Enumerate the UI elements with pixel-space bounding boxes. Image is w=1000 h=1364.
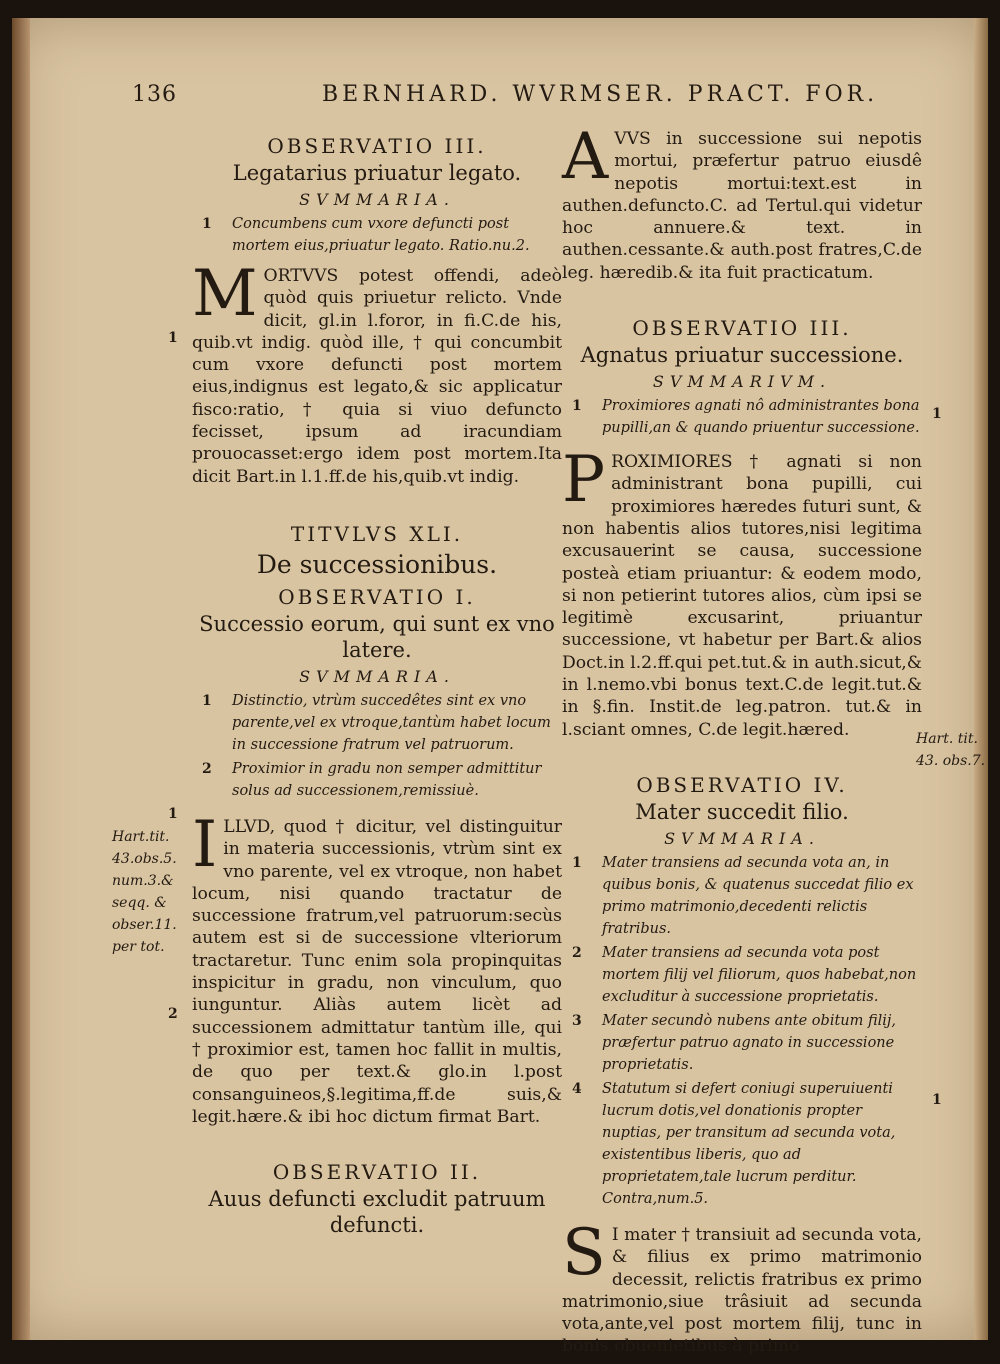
summaria-heading: SVMMARIA.	[299, 666, 455, 686]
summary-item-number: 1	[572, 854, 582, 871]
body-paragraph	[192, 807, 562, 1128]
summary-item-text: Mater transiens ad secunda vota an, in quibus bonis, & quatenus succedat filio ex primo matrimonio,decedenti relictis fratribus.	[602, 854, 914, 937]
section-title: De successionibus.	[256, 549, 498, 579]
drop-cap: P	[562, 443, 606, 518]
page-number: 136	[132, 82, 177, 107]
body-paragraph	[562, 120, 922, 284]
summary-item-text: Proximiores agnati nô administrantes bona pupilli,an & quando priuentur successione.	[602, 398, 920, 437]
paragraph-text: VVS in successione sui nepotis mortui, præfertur patruo eiusdê nepotis mortui:text.est in authen.defuncto.C. ad Tertul.qui videtur hoc annuere.& text. in authen.cessante.& auth.post fratres,C.de leg. hæredib.& ita fuit practicatum.	[562, 129, 922, 283]
summaria-heading: SVMMARIA.	[664, 828, 820, 848]
summary-item-text: Mater secundò nubens ante obitum filij, præfertur patruo agnato in successione proprietatis.	[602, 1012, 897, 1073]
page-edge	[974, 18, 988, 1340]
paragraph-text: ROXIMIORES † agnati si non administrant bona pupilli, cui proximiores hæredes futuri sunt, & non habentis alios tutores,nisi legitima excusauerint se causa, successione posteà etiam priuantur: & eodem modo, si non petierint tutores alios, cùm ipsi se legitimè excusarint, priuantur successione, vt habetur per Bart.& alios Doct.in l.2.ff.qui pet.tut.& in auth.sicut,& in l.nemo.vbi bonus text.C.de legit.tut.& in §.fin. Instit.de leg.patron. tut.& in l.sciant omnes, C.de legit.hæred.	[562, 452, 922, 740]
summary-item	[192, 213, 562, 257]
summary-item-number: 1	[202, 692, 212, 709]
observation-title: Agnatus priuatur successione.	[580, 343, 904, 368]
margin-number: 1	[168, 806, 178, 822]
observation-heading: OBSERVATIO I.	[278, 584, 476, 609]
summary-item	[192, 690, 562, 756]
summary-item-number: 2	[202, 760, 212, 777]
observation-heading: OBSERVATIO III.	[632, 316, 852, 341]
summary-item-text: Mater transiens ad secunda vota post mortem filij vel filiorum, quos habebat,non excluditur à successione proprietatis.	[602, 944, 917, 1005]
margin-note: Hart. tit. 43. obs.7.	[916, 731, 986, 769]
observation-title: Legatarius priuatur legato.	[232, 161, 522, 185]
body-paragraph	[562, 443, 922, 741]
running-head	[132, 82, 972, 118]
body-paragraph	[562, 1215, 923, 1358]
summary-item-number: 4	[572, 1080, 582, 1097]
drop-cap: I	[192, 807, 218, 882]
observation-heading: OBSERVATIO IV.	[636, 772, 848, 797]
drop-cap: M	[192, 257, 258, 331]
summarium-heading: SVMMARIVM.	[652, 372, 832, 392]
observation-title: Successio eorum, qui sunt ex vno latere.	[199, 611, 555, 662]
summary-item-number: 2	[572, 944, 582, 961]
observation-heading: OBSERVATIO III.	[267, 134, 487, 158]
paragraph-text: ORTVVS potest offendi, adeò quòd quis priuetur relicto. Vnde dicit, gl.in l.foror, in fi.C.de his, quib.vt indig. quòd ille, † qui concumbit cum vxore defuncti post mortem eius,indignus est legato,& sic applicatur fisco:ratio, † quia si viuo defuncto fecisset, ipsum ad iracundiam prouocasset:ergo idem post mortem.Ita dicit Bart.in l.1.ff.de his,quib.vt indig.	[192, 266, 562, 487]
right-column	[562, 120, 923, 1364]
summary-item	[562, 1078, 922, 1210]
titulus-heading: TITVLVS XLI.	[290, 521, 464, 546]
observation-heading: OBSERVATIO II.	[272, 1160, 482, 1185]
summary-item	[562, 395, 922, 439]
summary-item	[192, 758, 562, 802]
paragraph-text: I mater † transiuit ad secunda vota, & filius ex primo matrimonio decessit, relictis fratribus ex primo matrimonio,siue trâsiuit ad secunda vota,ante,vel post mortem filij, tunc in bonis obuenietibus à primo	[562, 1224, 923, 1357]
summary-item-number: 1	[572, 398, 582, 415]
summary-item-text: Distinctio, vtrùm succedêtes sint ex vno parente,vel ex vtroque,tantùm habet locum in successione fratrum vel patruorum.	[232, 692, 551, 753]
running-title: BERNHARD. WVRMSER. PRACT. FOR.	[322, 82, 879, 107]
page-gutter-shadow	[12, 18, 30, 1340]
summary-item-text: Proximior in gradu non semper admittitur solus ad successionem,remissiuè.	[232, 760, 542, 799]
margin-number: 1	[932, 406, 942, 422]
margin-number: 2	[168, 1006, 178, 1022]
body-paragraph	[192, 257, 562, 488]
summary-item-number: 1	[202, 216, 212, 232]
summary-item-text: Statutum si defert coniugi superuiuenti lucrum dotis,vel donationis propter nuptias, per transitum ad secunda vota, existentibus liberis, quo ad proprietatem,tale lucrum perditur. Contra,num.5.	[602, 1080, 896, 1207]
paragraph-text: LLVD, quod † dicitur, vel distinguitur in materia successionis, vtrùm sint ex vno parente, vel ex vtroque, non habet locum, nisi quando tractatur de successione fratrum,vel patruorum:secùs autem est si de successione vlteriorum tractaretur. Tunc enim sola propinquitas inspicitur in gradu, non vinculum, quo iunguntur. Aliàs autem licèt ad successionem admittatur tantùm ille, qui † proximior est, tamen hoc fallit in multis, de quo per text.& glo.in l.post consanguineos,§.legitima,ff.de suis,& legit.hære.& ibi hoc dictum firmat Bart.	[192, 816, 562, 1127]
drop-cap: A	[562, 120, 609, 194]
summary-item	[562, 1010, 922, 1076]
summary-item	[562, 942, 922, 1008]
margin-number: 1	[932, 1092, 942, 1108]
book-page	[12, 18, 988, 1357]
observation-title: Mater succedit filio.	[635, 799, 849, 824]
drop-cap: S	[562, 1215, 606, 1290]
observation-title: Auus defuncti excludit patruum defuncti.	[208, 1187, 546, 1238]
margin-number: 1	[168, 330, 178, 346]
margin-note: Hart.tit. 43.obs.5. num.3.& seqq. & obser.11. per tot.	[112, 829, 177, 955]
summaria-heading: SVMMARIA.	[299, 190, 455, 209]
summary-item	[562, 852, 922, 940]
summary-item-number: 3	[572, 1012, 582, 1029]
summary-item-text: Concumbens cum vxore defuncti post mortem eius,priuatur legato. Ratio.nu.2.	[232, 216, 530, 254]
left-column	[192, 128, 562, 1242]
